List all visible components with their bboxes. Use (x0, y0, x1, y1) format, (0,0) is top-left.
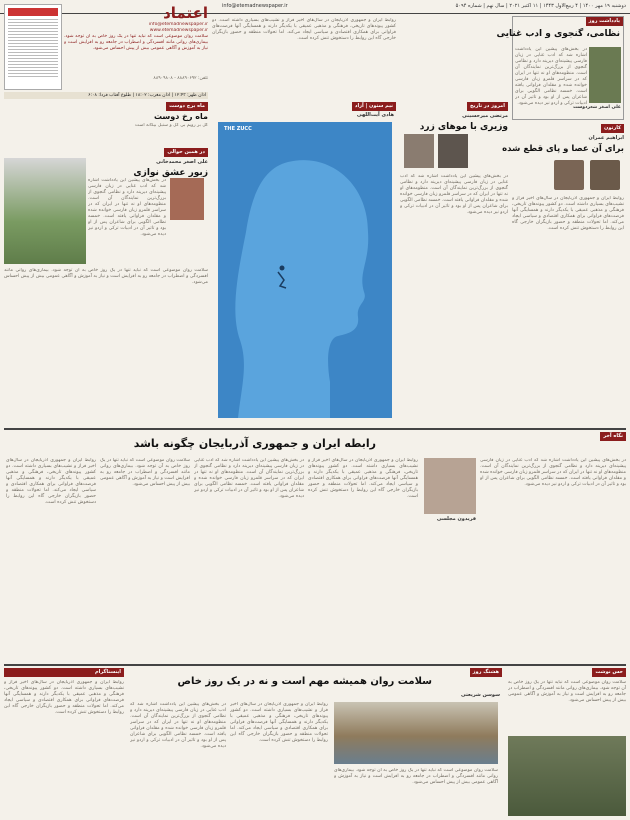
poem-author-photo (170, 178, 204, 220)
section-story: نیم ستون | آزاد (352, 102, 396, 111)
history-column (400, 102, 508, 428)
history-photo-1 (404, 134, 434, 168)
poem-title: زبور عشق نوازی (133, 168, 208, 178)
history-photo-2 (438, 134, 468, 168)
section-cartoon: کارتون (601, 124, 624, 133)
bottom-article (128, 668, 502, 818)
email-text: info@etemadnewspaper.ir (222, 3, 288, 9)
main-text-4: روابط ایران و جمهوری آذربایجان در سال‌های اخیر فراز و نشیب‌های بسیاری داشته است. دو کشور پیوندهای تاریخی، فرهنگی و مذهبی عمیقی با یکدیگر دارند و همسایگی آنها فرصت‌های فراوانی برای همکاری اقتصادی و سیاسی ایجاد می‌کند. اما تحولات منطقه و حضور بازیگران خارجی گاه این روابط را دستخوش تنش کرده است. (6, 458, 96, 505)
main-text-1: روابط ایران و جمهوری آذربایجان در سال‌های اخیر فراز و نشیب‌های بسیاری داشته است. دو کشور پیوندهای تاریخی، فرهنگی و مذهبی عمیقی با یکدیگر دارند و همسایگی آنها فرصت‌های فراوانی برای همکاری اقتصادی و سیاسی ایجاد می‌کند. اما تحولات منطقه و حضور بازیگران خارجی گاه این روابط را دستخوش تنش کرده است. (308, 458, 418, 499)
poem-column (4, 148, 208, 424)
editorial-photo (589, 47, 621, 103)
bottom-title: سلامت روان همیشه مهم است و نه در یک روز خاص (177, 676, 432, 687)
illustration-author: هادی آیت‌اللهی (356, 112, 394, 118)
cartoon-title: برای آن عصا و پای قطع شده (502, 144, 624, 154)
poem-text: در بخش‌های پیشین این یادداشت اشاره شد که ادب غنایی در زبان فارسی پیشینه‌ای دیرینه دارد و نظامی گنجوی از بزرگ‌ترین نمایندگان آن است. منظومه‌های او نه تنها در ایران که در سراسر قلمرو زبان فارسی خوانده شده و مقلدان فراوانی یافته است. خمسه نظامی الگویی برای شاعران پس از او بود و تاثیر آن در ادبیات ترکی و اردو نیز دیده می‌شود. (88, 178, 166, 237)
main-title: رابطه ایران و جمهوری آذربایجان چگونه باشد (133, 437, 376, 450)
date-line: دوشنبه ۱۹ مهر ۱۴۰۰ | ۴ ربیع‌الاول ۱۴۴۳ | ۱۱ اکتبر ۲۰۲۱ | سال نهم | شماره ۵۰۹۴ (455, 3, 626, 9)
section-last-note: نگاه آخر (600, 432, 626, 441)
blue-head-illustration (218, 122, 392, 418)
main-author: فریدون مجلسی (436, 516, 476, 522)
tomb-photo (4, 158, 86, 264)
contact-line1: info@etemadnewspaper.ir (148, 22, 208, 27)
history-author: مرتضی میرحسینی (462, 113, 508, 119)
cartoon-author: ابراهیم عمران (588, 135, 624, 141)
sky-title: ماه رخ دوست (153, 112, 208, 121)
editorial-author: علی اصغر شعردوست (573, 105, 621, 110)
poem-text-2: سلامت روان موضوعی است که نباید تنها در یک روز خاص به آن توجه شود. بیماری‌های روانی مانند افسردگی و اضطراب در جامعه رو به افزایش است و نیاز به آموزش و آگاهی عمومی بیش از پیش احساس می‌شود. (4, 268, 208, 285)
section-feel: حس نوشت (592, 668, 626, 677)
feel-text: سلامت روان موضوعی است که نباید تنها در یک روز خاص به آن توجه شود. بیماری‌های روانی مانند افسردگی و اضطراب در جامعه رو به افزایش است و نیاز به آموزش و آگاهی عمومی بیش از پیش احساس می‌شود. (508, 680, 626, 703)
divider-bottom (4, 664, 626, 666)
history-text: در بخش‌های پیشین این یادداشت اشاره شد که ادب غنایی در زبان فارسی پیشینه‌ای دیرینه دارد و نظامی گنجوی از بزرگ‌ترین نمایندگان آن است. منظومه‌های او نه تنها در ایران که در سراسر قلمرو زبان فارسی خوانده شده و مقلدان فراوانی یافته است. خمسه نظامی الگویی برای شاعران پس از او بود و تاثیر آن در ادبیات ترکی و اردو نیز دیده می‌شود. (400, 174, 508, 215)
social-column (4, 668, 124, 818)
phone-text: تلفن: ۸۸۸۹۰۶۹۲ - ۸۸۹۰۹۸۰۸ (153, 76, 208, 81)
sky-box (4, 102, 208, 144)
staff-list: سلامت روان موضوعی است که نباید تنها در یک روز خاص به آن توجه شود. بیماری‌های روانی مانند افسردگی و اضطراب در جامعه رو به افزایش است و نیاز به آموزش و آگاهی عمومی بیش از پیش احساس می‌شود. (64, 34, 208, 51)
main-author-photo (424, 458, 476, 514)
illustration-tag: THE ZUCC (224, 126, 252, 132)
illustration-block (214, 102, 396, 424)
bottom-author: سوسن شریعتی (460, 692, 500, 698)
sky-text: گل بر رویم بی گل و سنبل بیگانه است (134, 123, 208, 128)
divider-main (4, 428, 626, 430)
section-social: اینستاگرام (4, 668, 124, 677)
cartoon-photo-2 (554, 160, 584, 190)
editorial-text: در بخش‌های پیشین این یادداشت اشاره شد که ادب غنایی در زبان فارسی پیشینه‌ای دیرینه دارد و نظامی گنجوی از بزرگ‌ترین نمایندگان آن است. منظومه‌های او نه تنها در ایران که در سراسر قلمرو زبان فارسی خوانده شده و مقلدان فراوانی یافته است. خمسه نظامی الگویی برای شاعران پس از او بود و تاثیر آن در ادبیات ترکی و اردو نیز دیده می‌شود. (515, 47, 587, 106)
section-editorial: یادداشت روز (586, 17, 623, 26)
main-text-2: در بخش‌های پیشین این یادداشت اشاره شد که ادب غنایی در زبان فارسی پیشینه‌ای دیرینه دارد و نظامی گنجوی از بزرگ‌ترین نمایندگان آن است. منظومه‌های او نه تنها در ایران که در سراسر قلمرو زبان فارسی خوانده شده و مقلدان فراوانی یافته است. خمسه نظامی الگویی برای شاعران پس از او بود و تاثیر آن در ادبیات ترکی و اردو نیز دیده می‌شود. (194, 458, 304, 499)
social-text: روابط ایران و جمهوری آذربایجان در سال‌های اخیر فراز و نشیب‌های بسیاری داشته است. دو کشور پیوندهای تاریخی، فرهنگی و مذهبی عمیقی با یکدیگر دارند و همسایگی آنها فرصت‌های فراوانی برای همکاری اقتصادی و سیاسی ایجاد می‌کند. اما تحولات منطقه و حضور بازیگران خارجی گاه این روابط را دستخوش تنش کرده است. (4, 680, 124, 715)
bottom-text-2: روابط ایران و جمهوری آذربایجان در سال‌های اخیر فراز و نشیب‌های بسیاری داشته است. دو کشور پیوندهای تاریخی، فرهنگی و مذهبی عمیقی با یکدیگر دارند و همسایگی آنها فرصت‌های فراوانی برای همکاری اقتصادی و سیاسی ایجاد می‌کند. اما تحولات منطقه و حضور بازیگران خارجی گاه این روابط را دستخوش تنش کرده است. (230, 702, 328, 743)
bottom-text-1: سلامت روان موضوعی است که نباید تنها در یک روز خاص به آن توجه شود. بیماری‌های روانی مانند افسردگی و اضطراب در جامعه رو به افزایش است و نیاز به آموزش و آگاهی عمومی بیش از پیش احساس می‌شود. (334, 768, 498, 785)
weather-strip: اذان ظهر: ۱۲:۴۳ | اذان مغرب: ۱۸:۰۲ | طلوع آفتاب فردا: ۶:۰۸ (4, 92, 208, 99)
editorial-box (496, 16, 624, 120)
section-bookwriter: هشتگ روز (470, 668, 502, 677)
cartoon-text: روابط ایران و جمهوری آذربایجان در سال‌های اخیر فراز و نشیب‌های بسیاری داشته است. دو کشور پیوندهای تاریخی، فرهنگی و مذهبی عمیقی با یکدیگر دارند و همسایگی آنها فرصت‌های فراوانی برای همکاری اقتصادی و سیاسی ایجاد می‌کند. اما تحولات منطقه و حضور بازیگران خارجی گاه این روابط را دستخوش تنش کرده است. (512, 196, 624, 231)
main-text-3: سلامت روان موضوعی است که نباید تنها در یک روز خاص به آن توجه شود. بیماری‌های روانی مانند افسردگی و اضطراب در جامعه رو به افزایش است و نیاز به آموزش و آگاهی عمومی بیش از پیش احساس می‌شود. (100, 458, 190, 487)
logo: اعتماد (163, 4, 208, 22)
section-sky: ماه برج دوست (166, 102, 208, 111)
editorial-title: نظامی، گنجوی و ادب غنایی (496, 29, 620, 39)
contacts-box (64, 4, 208, 94)
intro-text: روابط ایران و جمهوری آذربایجان در سال‌های اخیر فراز و نشیب‌های بسیاری داشته است. دو کشور پیوندهای تاریخی، فرهنگی و مذهبی عمیقی با یکدیگر دارند و همسایگی آنها فرصت‌های فراوانی برای همکاری اقتصادی و سیاسی ایجاد می‌کند. اما تحولات منطقه و حضور بازیگران خارجی گاه این روابط را دستخوش تنش کرده است. (212, 18, 396, 41)
front-page-thumbnail (4, 4, 62, 90)
main-article (4, 432, 626, 662)
contact-line2: www.etemadnewspaper.ir (149, 28, 208, 33)
cartoon-column (502, 124, 624, 424)
poem-author: علی اصغر محمدخانی (156, 159, 208, 165)
main-text-5: در بخش‌های پیشین این یادداشت اشاره شد که ادب غنایی در زبان فارسی پیشینه‌ای دیرینه دارد و نظامی گنجوی از بزرگ‌ترین نمایندگان آن است. منظومه‌های او نه تنها در ایران که در سراسر قلمرو زبان فارسی خوانده شده و مقلدان فراوانی یافته است. خمسه نظامی الگویی برای شاعران پس از او بود و تاثیر آن در ادبیات ترکی و اردو نیز دیده می‌شود. (480, 458, 626, 487)
section-history: امروز در تاریخ (467, 102, 508, 111)
feel-column (508, 668, 626, 818)
cartoon-photo-1 (590, 160, 620, 190)
bridge-photo (334, 702, 498, 764)
history-title: وزیری با موهای زرد (419, 122, 508, 132)
soldiers-photo (508, 736, 626, 816)
bottom-text-3: در بخش‌های پیشین این یادداشت اشاره شد که ادب غنایی در زبان فارسی پیشینه‌ای دیرینه دارد و نظامی گنجوی از بزرگ‌ترین نمایندگان آن است. منظومه‌های او نه تنها در ایران که در سراسر قلمرو زبان فارسی خوانده شده و مقلدان فراوانی یافته است. خمسه نظامی الگویی برای شاعران پس از او بود و تاثیر آن در ادبیات ترکی و اردو نیز دیده می‌شود. (130, 702, 226, 749)
section-poem: در همین حوالی (164, 148, 208, 157)
